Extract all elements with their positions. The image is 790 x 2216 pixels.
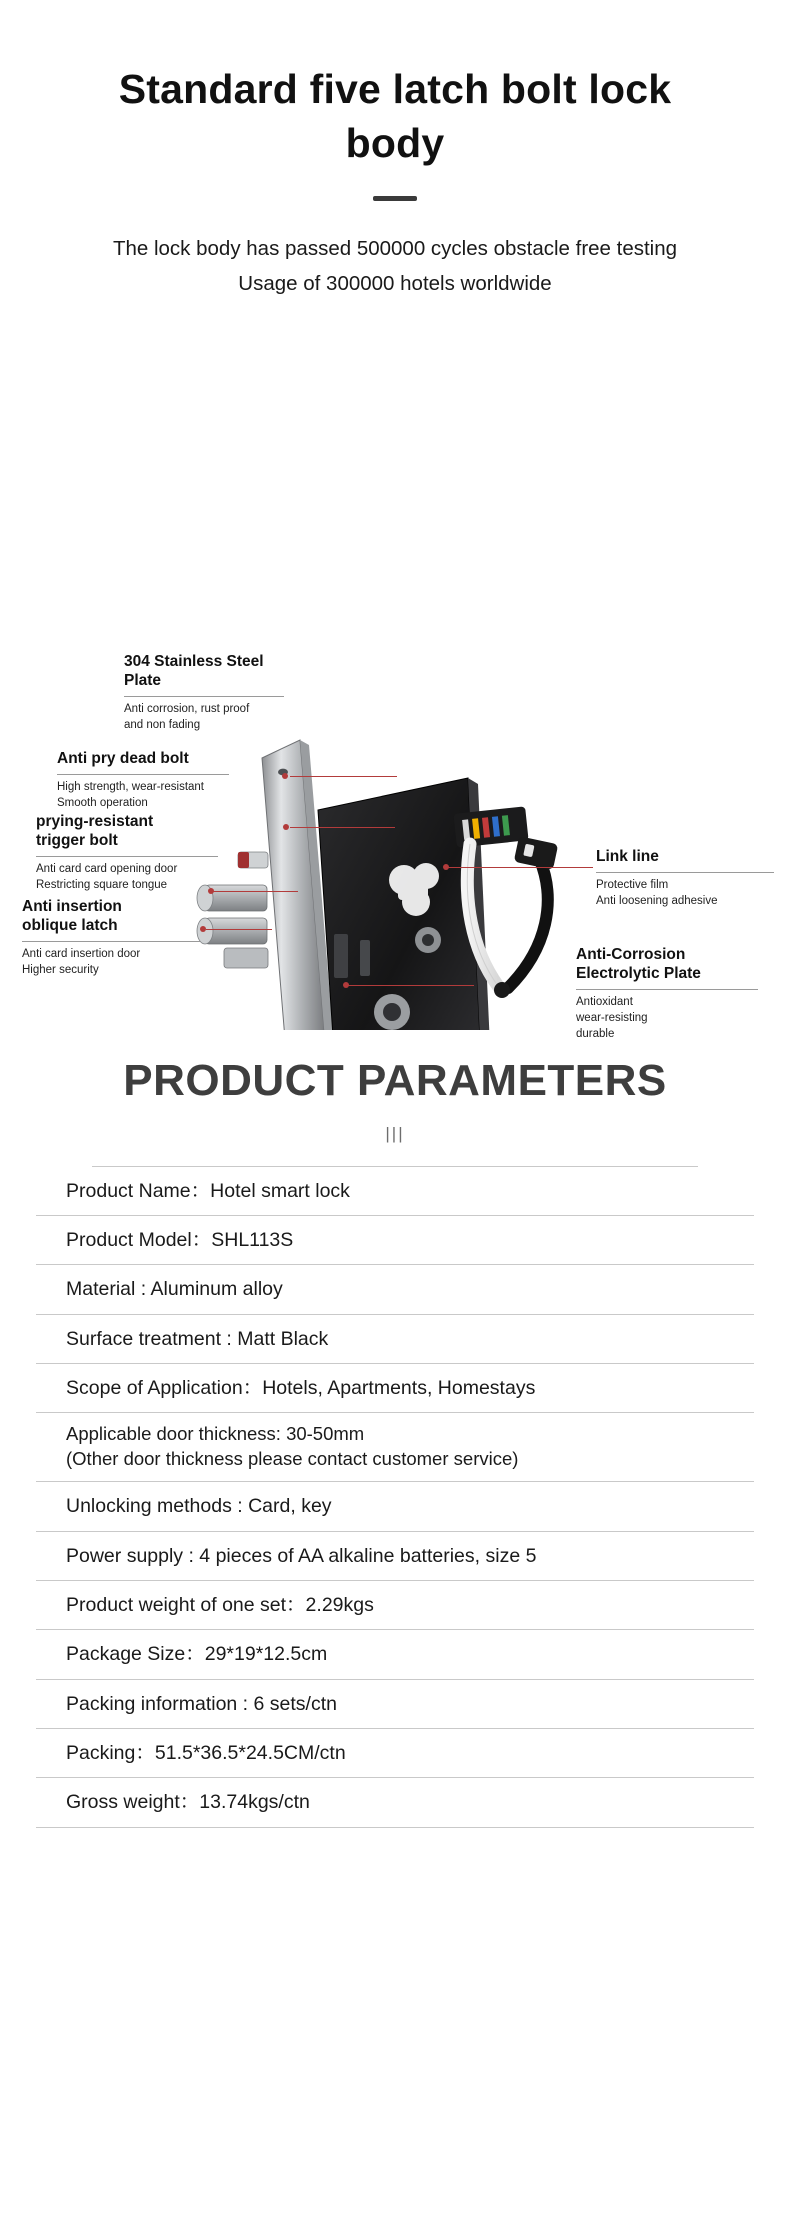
spec-row-unlocking-methods: Unlocking methods : Card, key <box>66 1495 332 1518</box>
callout-desc-stainless-plate: Anti corrosion, rust proof and non fading <box>124 702 250 731</box>
specifications-table <box>36 1167 754 1828</box>
callout-rule-trigger-bolt <box>36 856 218 857</box>
callout-electrolytic-plate <box>576 946 758 1043</box>
callout-title-stainless-plate: 304 Stainless Steel Plate <box>124 652 264 689</box>
callout-title-link-line: Link line <box>596 847 659 865</box>
spec-row-material: Material : Aluminum alloy <box>66 1278 283 1301</box>
hero-subtitle-line-2: Usage of 300000 hotels worldwide <box>238 272 552 296</box>
spec-row-package-size: Package Size：29*19*12.5cm <box>66 1643 328 1666</box>
hero-subtitle-line-1: The lock body has passed 500000 cycles obstacle free testing <box>112 237 678 261</box>
leader-dot-link-line <box>443 864 449 870</box>
leader-line-trigger-bolt <box>213 891 298 892</box>
table-row <box>36 1364 754 1413</box>
spec-row-surface-treatment: Surface treatment : Matt Black <box>66 1327 329 1350</box>
callout-rule-electrolytic-plate <box>576 989 758 990</box>
callout-oblique-latch <box>22 898 200 978</box>
parameters-heading: PRODUCT PARAMETERS <box>123 1055 667 1105</box>
table-row <box>36 1314 754 1363</box>
table-row <box>36 1265 754 1314</box>
leader-line-electrolytic-plate <box>348 985 474 986</box>
table-row <box>36 1778 754 1827</box>
spec-row-gross-weight: Gross weight：13.74kgs/ctn <box>66 1791 310 1814</box>
callout-desc-trigger-bolt: Anti card card opening door Restricting square tongue <box>36 862 178 891</box>
spec-row-product-model: Product Model：SHL113S <box>66 1229 294 1252</box>
callout-desc-anti-pry-dead-bolt: High strength, wear-resistant Smooth operation <box>57 780 205 809</box>
spec-row-packing: Packing：51.5*36.5*24.5CM/ctn <box>66 1742 346 1765</box>
parameters-divider-glyph: ||| <box>385 1123 405 1143</box>
callout-trigger-bolt <box>36 813 218 893</box>
title-divider <box>373 196 417 201</box>
leader-dot-oblique-latch <box>200 926 206 932</box>
callout-stainless-plate <box>124 653 284 733</box>
callout-rule-anti-pry-dead-bolt <box>57 774 229 775</box>
leader-dot-stainless-plate <box>282 773 288 779</box>
callout-title-electrolytic-plate: Anti-Corrosion Electrolytic Plate <box>576 945 701 982</box>
leader-line-stainless-plate <box>290 776 397 777</box>
table-row <box>36 1581 754 1630</box>
hero-section <box>0 0 790 302</box>
callout-desc-electrolytic-plate: Antioxidant wear-resisting durable <box>576 995 648 1041</box>
spec-row-door-thickness: Applicable door thickness: 30-50mm (Other door thickness please contact customer service) <box>66 1423 519 1470</box>
product-diagram <box>0 340 790 1041</box>
table-row <box>36 1679 754 1728</box>
callout-desc-link-line: Protective film Anti loosening adhesive <box>596 878 718 907</box>
callout-rule-link-line <box>596 872 774 873</box>
callout-link-line <box>596 848 774 910</box>
spec-row-product-weight: Product weight of one set：2.29kgs <box>66 1594 374 1617</box>
leader-line-link-line <box>447 867 593 868</box>
leader-line-oblique-latch <box>206 929 272 930</box>
table-row <box>36 1531 754 1580</box>
leader-dot-electrolytic-plate <box>343 982 349 988</box>
leader-line-anti-pry-dead-bolt <box>290 827 395 828</box>
leader-dot-anti-pry-dead-bolt <box>283 824 289 830</box>
callout-rule-oblique-latch <box>22 941 200 942</box>
table-row <box>36 1216 754 1265</box>
spec-row-scope-of-application: Scope of Application：Hotels, Apartments, Homestays <box>66 1377 536 1400</box>
table-row <box>36 1413 754 1482</box>
table-row <box>36 1167 754 1216</box>
spec-row-packing-information: Packing information : 6 sets/ctn <box>66 1692 337 1715</box>
callout-title-trigger-bolt: prying-resistant trigger bolt <box>36 812 154 849</box>
page-title: Standard five latch bolt lock body <box>118 66 672 167</box>
product-parameters-section <box>0 1056 790 1888</box>
table-row <box>36 1630 754 1679</box>
table-row <box>36 1482 754 1531</box>
spec-row-power-supply: Power supply : 4 pieces of AA alkaline batteries, size 5 <box>66 1544 537 1567</box>
callout-title-oblique-latch: Anti insertion oblique latch <box>22 897 122 934</box>
callout-title-anti-pry-dead-bolt: Anti pry dead bolt <box>57 749 189 767</box>
spec-row-product-name: Product Name：Hotel smart lock <box>66 1179 350 1202</box>
table-row <box>36 1729 754 1778</box>
hero-subtitle <box>0 231 790 302</box>
callout-anti-pry-dead-bolt <box>57 750 229 812</box>
callout-desc-oblique-latch: Anti card insertion door Higher security <box>22 947 141 976</box>
callout-rule-stainless-plate <box>124 696 284 697</box>
